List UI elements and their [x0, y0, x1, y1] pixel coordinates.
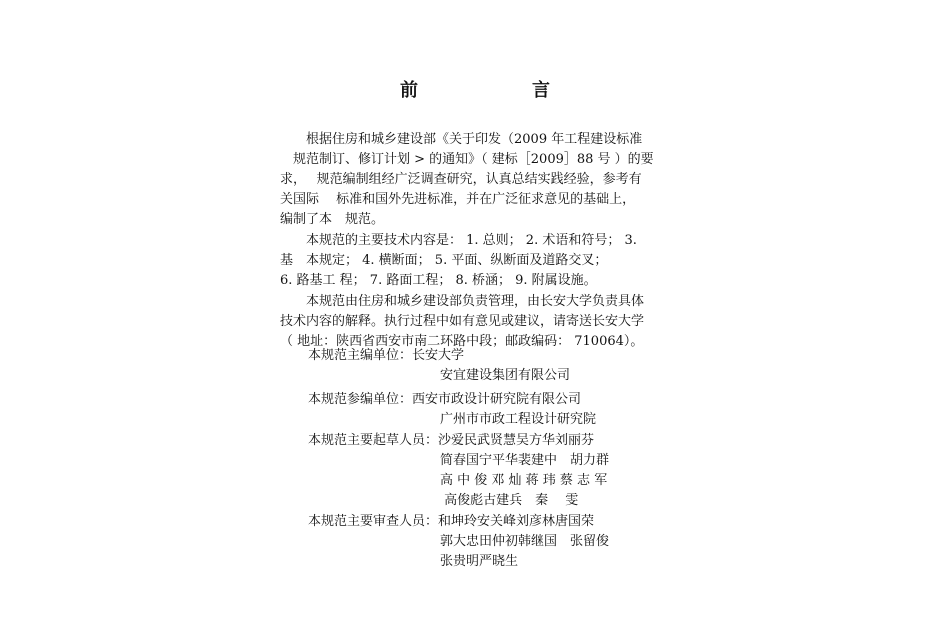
- text-line: 规范制订、修订计划 > 的通知》（ 建标［2009］88 号 ）的要: [280, 152, 654, 167]
- drafters-block: [280, 431, 660, 511]
- drafters-names: 高俊彪古建兵 秦 雯: [440, 493, 579, 508]
- reviewers-block: [280, 512, 660, 572]
- participating-units-block: [280, 390, 660, 430]
- text-line: 编制了本 规范。: [280, 212, 385, 227]
- management-paragraph: [280, 292, 660, 352]
- chief-unit-name: 安宜建设集团有限公司: [440, 368, 571, 383]
- page-title: 前 言: [400, 80, 576, 101]
- reviewers-label: 本规范主要审查人员：和坤玲安关峰刘彦林唐国荣: [308, 514, 595, 529]
- content-paragraph: [280, 231, 660, 291]
- text-line: 基 本规定； 4. 横断面； 5. 平面、纵断面及道路交叉；: [280, 253, 608, 268]
- reviewers-names: 张贵明严晓生: [440, 554, 519, 569]
- drafters-label: 本规范主要起草人员：沙爱民武贤慧吴方华刘丽芬: [308, 433, 595, 448]
- text-line: 关国际 标准和国外先进标准，并在广泛征求意见的基础上，: [280, 192, 636, 207]
- text-line: 本规范的主要技术内容是： 1. 总则； 2. 术语和符号； 3.: [280, 233, 637, 248]
- text-line: 技术内容的解释。执行过程中如有意见或建议，请寄送长安大学: [280, 314, 645, 329]
- drafters-names: 高 中 俊 邓 灿 蒋 玮 蔡 志 军: [440, 473, 608, 488]
- reviewers-names: 郭大忠田仲初韩继国 张留俊: [440, 534, 610, 549]
- chief-units-label: 本规范主编单位：长安大学: [308, 348, 465, 363]
- chief-units-block: [280, 346, 660, 386]
- text-line: 6. 路基工 程； 7. 路面工程； 8. 桥涵； 9. 附属设施。: [280, 273, 597, 288]
- text-line: 根据住房和城乡建设部《关于印发（2009 年工程建设标准: [280, 132, 643, 147]
- text-line: 本规范由住房和城乡建设部负责管理，由长安大学负责具体: [280, 294, 645, 309]
- participating-units-label: 本规范参编单位：西安市政设计研究院有限公司: [308, 392, 582, 407]
- drafters-names: 简春国宁平华裴建中 胡力群: [440, 453, 610, 468]
- text-line: （ 地址：陕西省西安市南二环路中段；邮政编码： 710064）。: [280, 334, 644, 349]
- text-line: 求， 规范编制组经广泛调查研究，认真总结实践经验，参考有: [280, 172, 642, 187]
- participating-unit-name: 广州市市政工程设计研究院: [440, 412, 597, 427]
- intro-paragraph: [280, 130, 660, 230]
